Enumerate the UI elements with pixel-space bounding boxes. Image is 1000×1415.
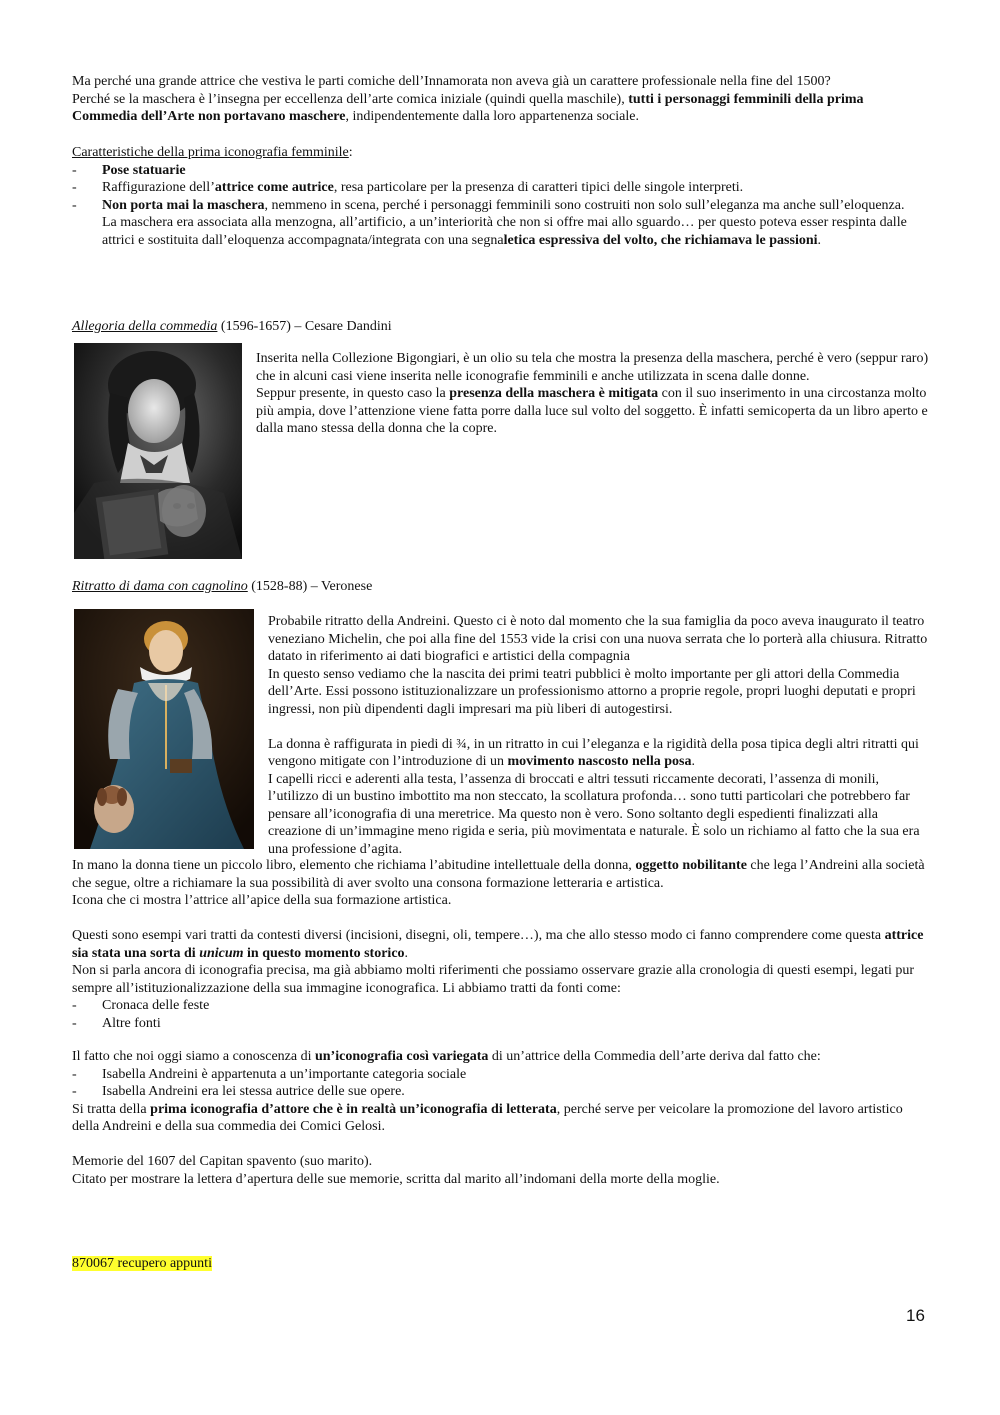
artwork2-caption [72, 578, 932, 596]
artwork1-paragraph: Seppur presente, in questo caso la presenza della maschera è mitigata con il suo inserimento in una circostanza molto più ampia, dove l’attenzione viene fatta porre dalla luce sul volto del soggetto. È infatti semicoperta da un libro aperto e dalla mano stessa della donna che la copre. [256, 386, 928, 436]
features-heading: Caratteristiche della prima iconografia femminile: [72, 145, 353, 160]
artwork1-meta: (1596-1657) – Cesare Dandini [217, 319, 392, 334]
page-number: 16 [906, 1306, 925, 1325]
artwork2-conclusion [72, 857, 932, 910]
list-item: - Altre fonti [72, 1015, 161, 1031]
artwork1-title: Allegoria della commedia [72, 319, 218, 334]
highlighted-text: 870067 recupero appunti [72, 1256, 212, 1271]
artwork2-paragraph: Probabile ritratto della Andreini. Questo ci è noto dal momento che la sua famiglia da poco aveva inaugurato il teatro veneziano Michelin, che poi alla fine del 1553 vide la crisi con una nuova serrata che lo porterà alla chiusura. Ritratto datato in riferimento ai dati biografici e artistici della compagnia [268, 614, 928, 664]
artwork2-meta: (1528-88) – Veronese [247, 579, 373, 594]
artwork2-paragraph: I capelli ricci e aderenti alla testa, l’assenza di broccati e altri tessuti riccamente decorati, l’assenza di monili, l’utilizzo di un bustino imbottito ma non steccato, la scollatura profonda… sono tutti particolari che potrebbero far pensare all’iconografia di una meretrice. Ma questo non è vero. Sono soltanto degli espedienti finalizzati alla creazione di un’immagine meno rigida e seria, più movimentata e naturale. È solo un richiamo al fatto che la sua era una professione d’agita. [268, 771, 920, 857]
features-list [72, 162, 932, 215]
artwork1-description [256, 350, 932, 438]
examples-paragraph: Non si parla ancora di iconografia precisa, ma già abbiamo molti riferimenti che possiamo osservare grazie alla cronologia di questi esempi, legati pur sempre all’istituzionalizzazione della sua immagine iconografica. Li abbiamo tratti da fonti come: [72, 963, 915, 996]
list-item: - Pose statuarie [72, 162, 186, 178]
dama-cagnolino-painting-image [74, 609, 254, 849]
artwork1-caption [72, 318, 932, 336]
artwork2-paragraph: La donna è raffigurata in piedi di ¾, in un ritratto in cui l’eleganza e la rigidità della posa tipica degli altri ritratti qui vengono mitigate con l’introduzione di un movimento nascosto nella posa. [268, 736, 919, 769]
reasons-list [72, 1066, 932, 1101]
list-item: - Non porta mai la maschera, nemmeno in scena, perché i personaggi femminili sono costruiti non solo sull’eleganza ma anche sull’eloquenza. [72, 197, 905, 213]
artwork1-paragraph: Inserita nella Collezione Bigongiari, è un olio su tela che mostra la presenza della maschera, perché è vero (seppur raro) che in alcuni casi viene inserita nelle iconografie femminili e anche utilizzata in scena dalle donne. [256, 351, 929, 384]
varied-paragraph: Si tratta della prima iconografia d’attore che è in realtà un’iconografia di letterata, perché serve per veicolare la promozione del lavoro artistico della Andreini e della sua commedia dei Comici Gelosi. [72, 1101, 903, 1134]
allegoria-painting-image [74, 343, 242, 559]
varied-paragraph: Il fatto che noi oggi siamo a conoscenza di un’iconografia così variegata di un’attrice della Commedia dell’arte deriva dal fatto che: [72, 1049, 821, 1064]
artwork2-paragraph: In questo senso vediamo che la nascita dei primi teatri pubblici è molto importante per gli attori della Commedia dell’Arte. Essi possono istituzionalizzare un professionismo attorno a proprie regole, propri luoghi deputati e propri ingressi, non più dipendenti dagli impresari ma più liberi di autogestirsi. [268, 666, 916, 717]
features-section [72, 144, 932, 249]
intro-answer: Perché se la maschera è l’insegna per eccellenza dell’arte comica iniziale (quindi quella maschile), tutti i personaggi femminili della prima Commedia dell’Arte non portavano maschere, indipendentemente dalla loro appartenenza sociale. [72, 91, 864, 124]
memorie-line: Citato per mostrare la lettera d’apertura delle sue memorie, scritta dal marito all’indomani della morte della moglie. [72, 1171, 720, 1187]
intro-question: Ma perché una grande attrice che vestiva le parti comiche dell’Innamorata non aveva già un carattere professionale nella fine del 1500? [72, 74, 831, 89]
list-item: - Isabella Andreini è appartenuta a un’importante categoria sociale [72, 1066, 467, 1082]
sources-list [72, 997, 932, 1032]
artwork2-paragraph: Icona che ci mostra l’attrice all’apice della sua formazione artistica. [72, 893, 452, 908]
artwork2-title: Ritratto di dama con cagnolino [72, 579, 248, 594]
list-item: - Cronaca delle feste [72, 998, 210, 1013]
features-continuation: La maschera era associata alla menzogna, all’artificio, a un’interiorità che non si offre mai allo sguardo… per questo poteva esser respinta dalle attrici e sostituita dall’eloquenza accompagnata/integrata con una segnaletica espressiva del volto, che richiamava le passioni. [102, 215, 907, 248]
list-item: - Raffigurazione dell’attrice come autrice, resa particolare per la presenza di caratteri tipici delle singole interpreti. [72, 180, 744, 195]
list-item: - Isabella Andreini era lei stessa autrice delle sue opere. [72, 1084, 405, 1099]
highlight-note [72, 1255, 932, 1273]
artwork2-paragraph: In mano la donna tiene un piccolo libro, elemento che richiama l’abitudine intellettuale della donna, oggetto nobilitante che lega l’Andreini alla società che segue, oltre a richiamare la sua possibilità di aver svolto una consona formazione letteraria e artistica. [72, 858, 925, 891]
memorie-section [72, 1153, 932, 1188]
intro-paragraph [72, 73, 932, 126]
varied-section [72, 1048, 932, 1136]
examples-paragraph: Questi sono esempi vari tratti da contesti diversi (incisioni, disegni, oli, tempere…), ma che allo stesso modo ci fanno comprendere come questa attrice sia stata una sorta di unicum in questo momento storico. [72, 928, 924, 961]
examples-section [72, 927, 932, 1032]
memorie-line: Memorie del 1607 del Capitan spavento (suo marito). [72, 1154, 373, 1169]
artwork2-description [268, 613, 932, 858]
